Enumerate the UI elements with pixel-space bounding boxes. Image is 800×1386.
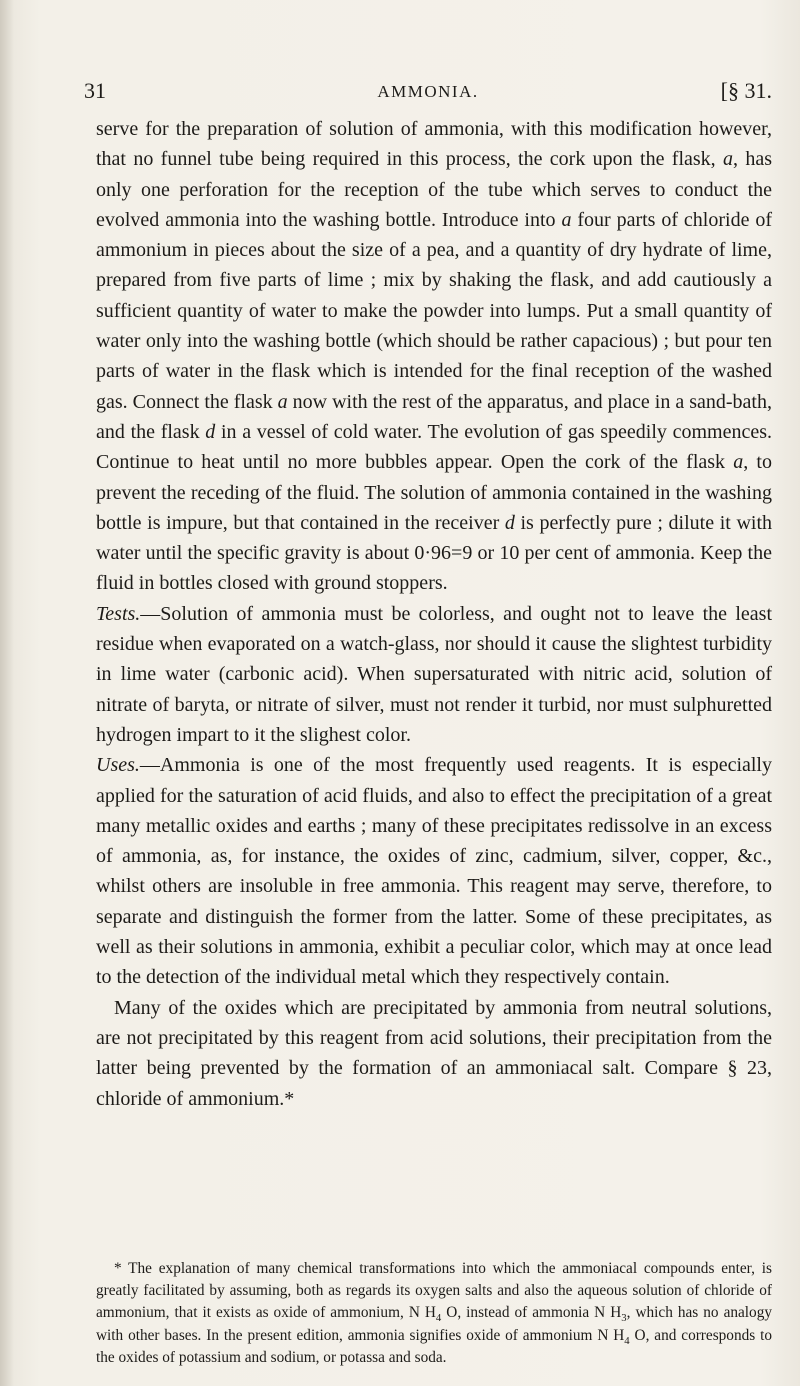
subscript: 4	[435, 1312, 442, 1325]
text-run: now with the rest of the apparatus, and place in a sand-bath, and the flask	[96, 390, 772, 443]
text-run: serve for the preparation of solution of ammonia, with this modification however, that no funnel tube being required in this process, the cork upon the flask,	[96, 118, 772, 171]
subscript: 3	[621, 1312, 627, 1325]
flask-label: a	[733, 451, 744, 474]
text-run: four parts of chloride of ammonium in pieces about the size of a pea, and a quantity of dry hydrate of lime, prepared from five parts of lime ; mix by shaking the flask, and add cautiously a sufficient quantity of water to make the powder into lumps. Put a small quantity of water only into the washing bottle (which should be rather capacious) ; but pour ten parts of water in the flask which is intended for the final reception of the washed gas. Connect the flask	[96, 208, 773, 413]
running-title: AMMONIA.	[377, 82, 479, 101]
text-run: is perfectly pure ; dilute it with water until the specific gravity is about 0·96=9 or 10 per cent of ammonia. Keep the fluid in bottles closed with ground stoppers.	[96, 511, 772, 595]
text-run: , which has no analogy with other bases. In the present edition, ammonia signifies oxide of ammonium N H	[96, 1304, 772, 1344]
footnote	[96, 1258, 772, 1369]
footnote-text	[96, 1258, 772, 1369]
tests-text: —Solution of ammonia must be colorless, and ought not to leave the least residue when evaporated on a watch-glass, nor should it cause the slightest turbidity in lime water (carbonic acid). When supersaturated with nitric acid, solution of nitrate of baryta, or nitrate of silver, must not render it turbid, nor must sulphuretted hydrogen impart to it the slighest color.	[96, 602, 772, 746]
text-run: , to prevent the receding of the fluid. The solution of ammonia contained in the washing bottle is impure, but that contained in the receiver	[96, 451, 772, 534]
paragraph-tests	[96, 599, 772, 750]
uses-text: —Ammonia is one of the most frequently used reagents. It is especially applied for the saturation of acid fluids, and also to effect the precipitation of a great many metallic oxides and earths ; many of these precipitates redissolve in an excess of ammonia, as, for instance, the oxides of zinc, cadmium, silver, copper, &c., whilst others are insoluble in free ammonia. This reagent may serve, therefore, to separate and distinguish the former from the latter. Some of these precipitates, as well as their solutions in ammonia, exhibit a peculiar color, which may at once lead to the detection of the individual metal which they respectively contain.	[96, 754, 772, 989]
uses-heading: Uses.	[96, 754, 140, 777]
paragraph-preparation	[96, 114, 772, 599]
spine-shadow	[0, 0, 14, 1386]
text-run: in a vessel of cold water. The evolution of gas speedily commences. Continue to heat until no more bubbles appear. Open the cork of the flask	[96, 420, 773, 474]
page-number: 31	[84, 78, 106, 103]
body-text	[96, 114, 772, 1114]
flask-label: a	[561, 208, 572, 231]
tests-heading: Tests.	[96, 602, 141, 625]
text-run: O, and corresponds to the oxides of potassium and sodium, or potassa and soda.	[96, 1326, 772, 1366]
subscript: 4	[624, 1334, 630, 1347]
paragraph-oxides: Many of the oxides which are precipitated by ammonia from neutral solutions, are not precipitated by this reagent from acid solutions, their precipitation from the latter being prevented by the formation of an ammoniacal salt. Compare § 23, chloride of ammonium.*	[96, 996, 772, 1110]
text-run: O, instead of ammonia N H	[441, 1304, 622, 1322]
flask-label: a	[723, 148, 733, 171]
flask-label: a	[277, 390, 288, 413]
paragraph-uses	[96, 750, 772, 992]
text-run: * The explanation of many chemical transformations into which the ammoniacal compounds enter, is greatly facilitated by assuming, both as regards its oxygen salts and also the aqueous solution of chloride of ammonium, that it exists as oxide of ammonium, N H	[96, 1260, 772, 1322]
section-reference: [§ 31.	[720, 78, 772, 103]
flask-label: d	[504, 511, 515, 534]
flask-label: d	[205, 420, 216, 443]
page-header	[84, 78, 772, 112]
text-run: , has only one perforation for the reception of the tube which serves to conduct the evolved ammonia into the washing bottle. Introduce into	[96, 148, 772, 231]
